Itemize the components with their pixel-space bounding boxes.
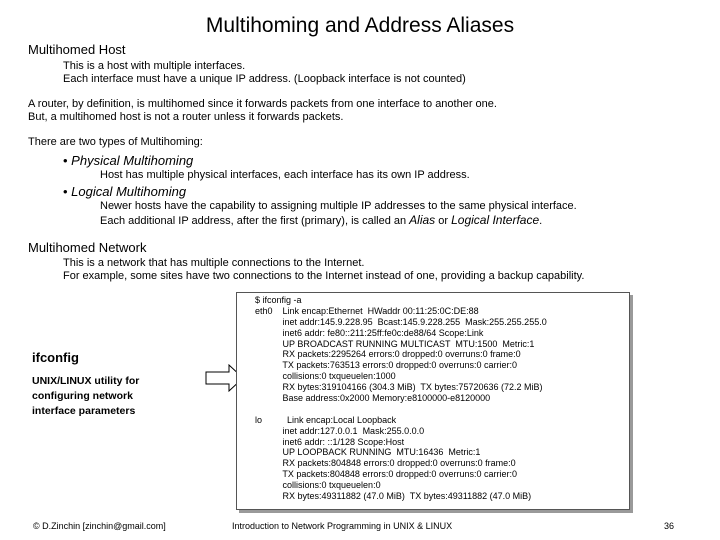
ifconfig-desc-line-1: UNIX/LINUX utility for — [32, 375, 140, 387]
ifconfig-desc-line-3: interface parameters — [32, 405, 136, 417]
physical-multihoming-heading: Physical Multihoming — [71, 153, 194, 168]
page-number: 36 — [664, 521, 675, 531]
multihomed-host-line-1: This is a host with multiple interfaces. — [63, 60, 246, 72]
code-line: collisions:0 txqueuelen:1000 — [255, 371, 396, 382]
logical-desc-2-or: or — [435, 215, 452, 227]
logical-multihoming-desc-2 — [100, 214, 542, 228]
multihomed-host-heading: Multihomed Host — [28, 42, 126, 57]
multihomed-network-line-1: This is a network that has multiple connections to the Internet. — [63, 257, 365, 269]
code-line: RX packets:2295264 errors:0 dropped:0 overruns:0 frame:0 — [255, 349, 521, 360]
slide-title: Multihoming and Address Aliases — [205, 14, 515, 37]
alias-term: Alias — [409, 213, 436, 227]
code-line: TX packets:763513 errors:0 dropped:0 overruns:0 carrier:0 — [255, 360, 517, 371]
code-line: RX bytes:319104166 (304.3 MiB) TX bytes:75720636 (72.2 MiB) — [255, 382, 543, 393]
code-line: inet6 addr: fe80::211:25ff:fe0c:de88/64 Scope:Link — [255, 327, 484, 338]
logical-multihoming-heading: Logical Multihoming — [71, 184, 187, 199]
multihomed-host-line-2: Each interface must have a unique IP address. (Loopback interface is not counted) — [63, 73, 466, 85]
ifconfig-title: ifconfig — [32, 350, 79, 365]
code-line: TX packets:804848 errors:0 dropped:0 overruns:0 carrier:0 — [255, 469, 517, 480]
code-line — [255, 404, 547, 415]
logical-interface-term: Logical Interface — [451, 213, 540, 227]
code-line: inet addr:145.9.228.95 Bcast:145.9.228.255 Mask:255.255.255.0 — [255, 316, 547, 327]
code-line: UP LOOPBACK RUNNING MTU:16436 Metric:1 — [255, 447, 481, 458]
physical-multihoming-desc: Host has multiple physical interfaces, each interface has its own IP address. — [100, 169, 470, 181]
code-line: Base address:0x2000 Memory:e8100000-e8120000 — [255, 393, 491, 404]
code-line: eth0 Link encap:Ethernet HWaddr 00:11:25:0C:DE:88 — [255, 305, 479, 316]
types-intro: There are two types of Multihoming: — [28, 136, 203, 148]
logical-desc-2-prefix: Each additional IP address, after the first (primary), is called an — [100, 215, 410, 227]
bullet-icon: • — [63, 153, 72, 168]
code-line: inet addr:127.0.0.1 Mask:255.0.0.0 — [255, 425, 425, 436]
code-line: $ ifconfig -a — [255, 295, 302, 305]
ifconfig-desc-line-2: configuring network — [32, 390, 133, 402]
logical-desc-2-end: . — [539, 215, 543, 227]
code-line: UP BROADCAST RUNNING MULTICAST MTU:1500 Metric:1 — [255, 338, 535, 349]
code-line: collisions:0 txqueuelen:0 — [255, 480, 381, 491]
ifconfig-description — [32, 374, 139, 419]
footer-course: Introduction to Network Programming in UNIX & LINUX — [232, 521, 453, 531]
router-para-line-2: But, a multihomed host is not a router unless it forwards packets. — [28, 111, 344, 123]
code-line: inet6 addr: ::1/128 Scope:Host — [255, 436, 405, 447]
logical-multihoming-desc-1: Newer hosts have the capability to assigning multiple IP addresses to the same physical interface. — [100, 200, 577, 212]
router-para-line-1: A router, by definition, is multihomed since it forwards packets from one interface to another one. — [28, 98, 497, 110]
multihomed-network-heading: Multihomed Network — [28, 240, 147, 255]
physical-multihoming-item — [63, 152, 193, 170]
code-line: lo Link encap:Local Loopback — [255, 414, 397, 425]
multihomed-network-line-2: For example, some sites have two connections to the Internet instead of one, providing a backup capability. — [63, 270, 585, 282]
logical-multihoming-item — [63, 183, 186, 201]
code-line: RX bytes:49311882 (47.0 MiB) TX bytes:49311882 (47.0 MiB) — [255, 491, 532, 502]
footer-author: © D.Zinchin [zinchin@gmail.com] — [33, 521, 166, 531]
ifconfig-output — [255, 295, 547, 502]
bullet-icon: • — [63, 184, 72, 199]
code-line: RX packets:804848 errors:0 dropped:0 overruns:0 frame:0 — [255, 458, 516, 469]
